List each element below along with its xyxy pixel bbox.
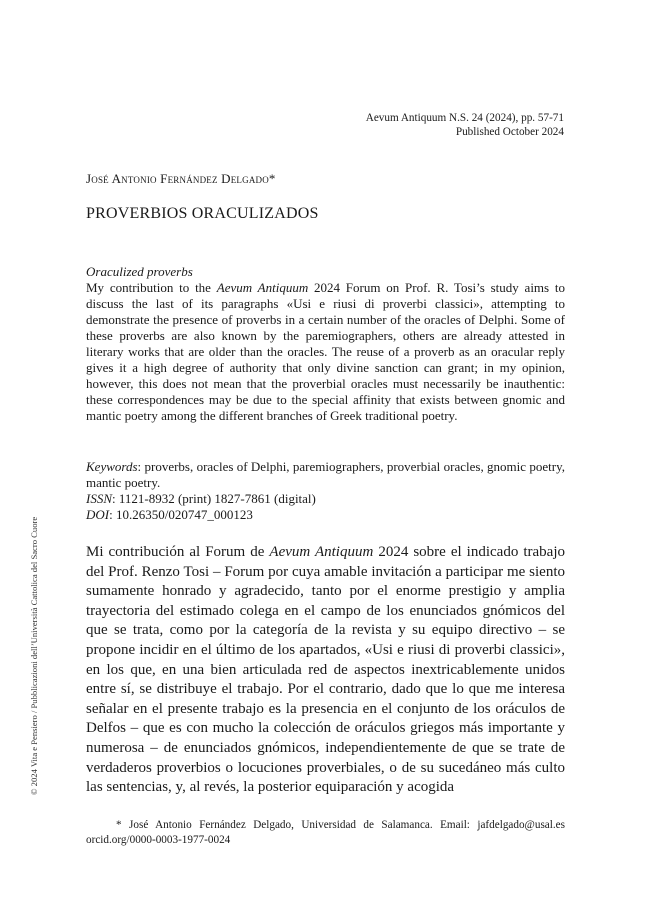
article-title: PROVERBIOS ORACULIZADOS bbox=[86, 205, 319, 222]
footnote: * José Antonio Fernández Delgado, Universidad de Salamanca. Email: jafdelgado@usal.es orcid.org/0000-0003-1977-0024 bbox=[86, 819, 565, 846]
issn-value: : 1121-8932 (print) 1827-7861 (digital) bbox=[112, 491, 316, 506]
body-text-part: 2024 sobre el indicado trabajo del Prof. Renzo Tosi – Forum por cuya amable invitación a participar me siento sumamente honrado y agradecido, tanto por el enorme prestigio y amplia trayectoria del estimado colega en el campo de los enunciados gnómicos del que se trata, como por la categoría de la revista y su equipo directivo – se propone incidir en el último de los apartados, «Usi e riusi di proverbi classici», en los que, en una bien articulada red de aspectos inextricablemente unidos entre sí, se distribuye el trabajo. Por el contrario, dado que lo que me interesa señalar en el presente trabajo es la presencia en el conjunto de los oráculos de Delfos – que es con mucho la colección de oráculos griegos más importante y numerosa – de enunciados gnómicos, independientemente de que se trate de verdaderos proverbios o locuciones proverbiales, o de su sucedáneo más culto las sentencias, y, al revés, la posterior equiparación y acogida bbox=[86, 544, 565, 796]
publication-date: Published October 2024 bbox=[455, 126, 564, 138]
author-name: José Antonio Fernández Delgado bbox=[86, 171, 269, 186]
body-text bbox=[86, 543, 565, 798]
issn-label: ISSN bbox=[86, 491, 112, 506]
abstract-text-part: My contribution to the bbox=[86, 280, 217, 295]
keywords bbox=[86, 459, 565, 491]
side-copyright: © 2024 Vita e Pensiero / Pubblicazioni dell’Università Cattolica del Sacro Cuore bbox=[29, 516, 39, 795]
author-footnote-mark: * bbox=[268, 171, 276, 186]
abstract-text bbox=[86, 280, 565, 424]
keywords-label: Keywords bbox=[86, 459, 138, 474]
abstract-journal-name: Aevum Antiquum bbox=[216, 280, 309, 295]
body-journal-name: Aevum Antiquum bbox=[269, 544, 374, 560]
abstract bbox=[86, 264, 565, 424]
author-line bbox=[86, 171, 276, 187]
journal-header bbox=[366, 111, 564, 139]
article-metadata bbox=[86, 459, 565, 523]
abstract-title: Oraculized proverbs bbox=[86, 264, 193, 279]
doi-label: DOI bbox=[86, 507, 110, 522]
issn bbox=[86, 491, 565, 507]
doi bbox=[86, 507, 565, 523]
body-paragraph bbox=[86, 543, 565, 798]
keywords-value: : proverbs, oracles of Delphi, paremiographers, proverbial oracles, gnomic poetry, mantic poetry. bbox=[86, 459, 565, 490]
body-text-part: Mi contribución al Forum de bbox=[86, 544, 270, 560]
journal-citation: Aevum Antiquum N.S. 24 (2024), pp. 57-71 bbox=[365, 112, 564, 124]
abstract-text-part: 2024 Forum on Prof. R. Tosi’s study aims to discuss the last of its paragraphs «Usi e riusi di proverbi classici», attempting to demonstrate the presence of proverbs in a certain number of the oracles of Delphi. Some of these proverbs are also known by the paremiographers, others are already attested in literary works that are older than the oracles. The reuse of a proverb as an oracular reply gives it a high degree of authority that only divine sanction can grant; in my opinion, however, this does not mean that the proverbial oracles must necessarily be inauthentic: these correspondences may be due to the special affinity that exists between gnomic and mantic poetry among the different branches of Greek traditional poetry. bbox=[86, 280, 566, 423]
doi-value: : 10.26350/020747_000123 bbox=[109, 507, 253, 522]
